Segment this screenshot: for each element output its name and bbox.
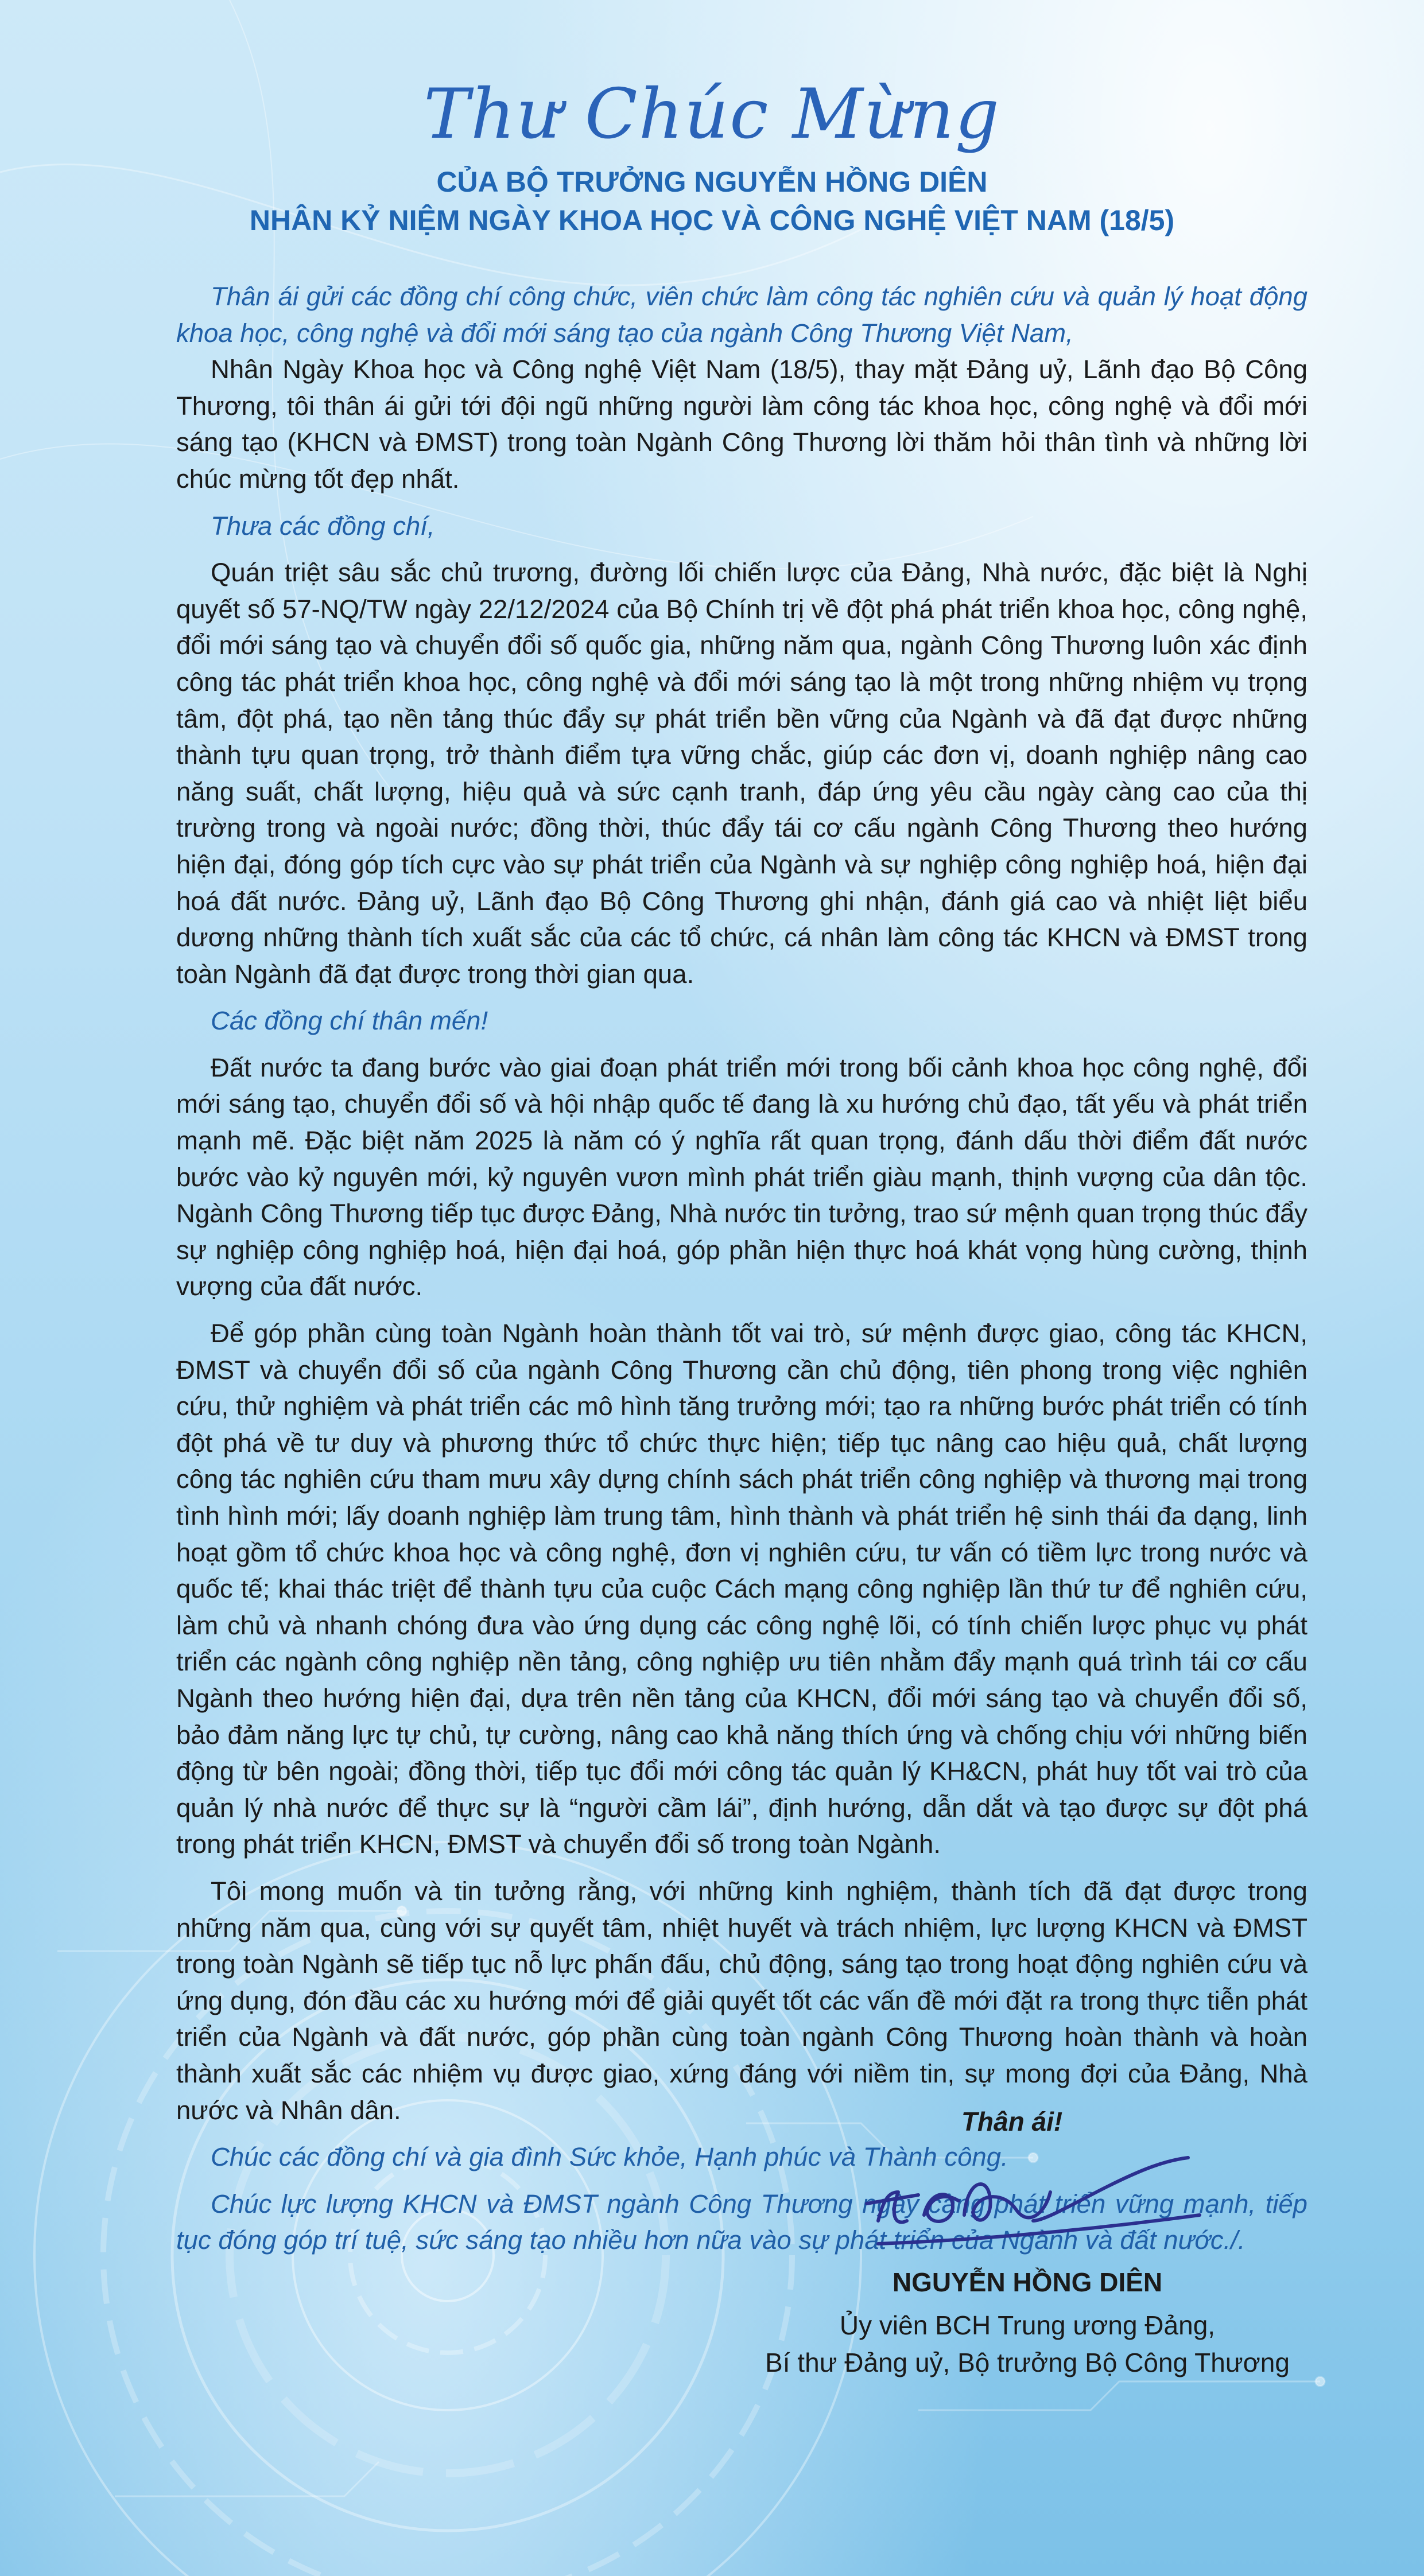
body-paragraph: Tôi mong muốn và tin tưởng rằng, với những kinh nghiệm, thành tích đã đạt được trong những năm qua, cùng với sự quyết tâm, nhiệt huyết và trách nhiệm, lực lượng KHCN và ĐMST trong toàn Ngành sẽ tiếp tục nỗ lực phấn đấu, chủ động, sáng tạo trong hoạt động nghiên cứu và ứng dụng, đón đầu các xu hướng mới để giải quyết tốt các vấn đề mới đặt ra trong thực tiễn phát triển của Ngành và đất nước, góp phần cùng toàn ngành Công Thương hoàn thành và hoàn thành xuất sắc các nhiệm vụ được giao, xứng đáng với niềm tin, sự mong đợi của Đảng, Nhà nước và Nhân dân. [176,1876,1307,2125]
salutation-paragraph: Thưa các đồng chí, [211,511,435,541]
signer-name: NGUYỄN HỒNG DIÊN [892,2267,1163,2297]
subtitle-occasion: NHÂN KỶ NIỆM NGÀY KHOA HỌC VÀ CÔNG NGHỆ VIỆT NAM (18/5) [249,204,1175,236]
closing-text: Thân ái! [961,2107,1063,2136]
wish-paragraph: Chúc lực lượng KHCN và ĐMST ngành Công Thương ngày càng phát triển vững mạnh, tiếp tục đóng góp trí tuệ, sức sáng tạo nhiều hơn nữa vào sự phát triển của Ngành và đất nước./. [176,2189,1307,2255]
body-paragraph: Đất nước ta đang bước vào giai đoạn phát triển mới trong bối cảnh khoa học công nghệ, đổi mới sáng tạo, chuyển đổi số và hội nhập quốc tế đang là xu hướng chủ đạo, tất yếu và phát triển mạnh mẽ. Đặc biệt năm 2025 là năm có ý nghĩa rất quan trọng, đánh dấu thời điểm đất nước bước vào kỷ nguyên mới, kỷ nguyên vươn mình phát triển giàu mạnh, thịnh vượng của dân tộc. Ngành Công Thương tiếp tục được Đảng, Nhà nước tin tưởng, trao sứ mệnh quan trọng thúc đẩy sự nghiệp công nghiệp hoá, hiện đại hoá, góp phần hiện thực hoá khát vọng hùng cường, thịnh vượng của đất nước. [176,1052,1307,1301]
body-paragraph: Quán triệt sâu sắc chủ trương, đường lối chiến lược của Đảng, Nhà nước, đặc biệt là Nghị quyết số 57-NQ/TW ngày 22/12/2024 của Bộ Chính trị về đột phá phát triển khoa học, công nghệ, đổi mới sáng tạo và chuyển đổi số quốc gia, những năm qua, ngành Công Thương luôn xác định công tác phát triển khoa học, công nghệ và đổi mới sáng tạo là một trong những nhiệm vụ trọng tâm, đột phá, tạo nền tảng thúc đẩy sự phát triển bền vững của Ngành và đã đạt được những thành tựu quan trọng, trở thành điểm tựa vững chắc, giúp các đơn vị, doanh nghiệp nâng cao năng suất, chất lượng, hiệu quả và sức cạnh tranh, đáp ứng yêu cầu ngày càng cao của thị trường trong và ngoài nước; đồng thời, thúc đẩy tái cơ cấu ngành Công Thương theo hướng hiện đại, đóng góp tích cực vào sự phát triển của Ngành và sự nghiệp công nghiệp hoá, hiện đại hoá đất nước. Đảng uỷ, Lãnh đạo Bộ Công Thương ghi nhận, đánh giá cao và nhiệt liệt biểu dương những thành tích xuất sắc của các tổ chức, cá nhân làm công tác KHCN và ĐMST trong toàn Ngành đã đạt được trong thời gian qua. [176,558,1307,989]
handwritten-signature [844,2135,1211,2261]
subtitle-minister: CỦA BỘ TRƯỞNG NGUYỄN HỒNG DIÊN [436,166,988,198]
letter-title: Thư Chúc Mừng [424,75,1000,154]
salutation-paragraph: Các đồng chí thân mến! [211,1006,488,1036]
wish-paragraph: Chúc các đồng chí và gia đình Sức khỏe, Hạnh phúc và Thành công. [211,2142,1008,2172]
signer-role-line-1: Ủy viên BCH Trung ương Đảng, [839,2310,1216,2340]
body-paragraph: Nhân Ngày Khoa học và Công nghệ Việt Nam (18/5), thay mặt Đảng uỷ, Lãnh đạo Bộ Công Thương, tôi thân ái gửi tới đội ngũ những người làm công tác khoa học, công nghệ và đổi mới sáng tạo (KHCN và ĐMST) trong toàn Ngành Công Thương lời thăm hỏi thân tình và những lời chúc mừng tốt đẹp nhất. [176,355,1307,494]
letter-body [176,278,1307,2259]
greeting-paragraph: Thân ái gửi các đồng chí công chức, viên chức làm công tác nghiên cứu và quản lý hoạt động khoa học, công nghệ và đổi mới sáng tạo của ngành Công Thương Việt Nam, [176,282,1307,348]
signer-role-line-2: Bí thư Đảng uỷ, Bộ trưởng Bộ Công Thương [765,2348,1290,2377]
body-paragraph: Để góp phần cùng toàn Ngành hoàn thành tốt vai trò, sứ mệnh được giao, công tác KHCN, ĐMST và chuyển đổi số của ngành Công Thương cần chủ động, tiên phong trong việc nghiên cứu, thử nghiệm và phát triển các mô hình tăng trưởng mới; tạo ra những bước phát triển có tính đột phá về tư duy và phương thức tổ chức thực hiện; tiếp tục nâng cao hiệu quả, chất lượng công tác nghiên cứu tham mưu xây dựng chính sách phát triển công nghiệp và thương mại trong tình hình mới; lấy doanh nghiệp làm trung tâm, hình thành và phát triển hệ sinh thái đa dạng, linh hoạt gồm tổ chức khoa học và công nghệ, đơn vị nghiên cứu, tư vấn có tiềm lực trong nước và quốc tế; khai thác triệt để thành tựu của cuộc Cách mạng công nghiệp lần thứ tư để nghiên cứu, làm chủ và nhanh chóng đưa vào ứng dụng các công nghệ lõi, có tính chiến lược phục vụ phát triển các ngành công nghiệp nền tảng, công nghiệp ưu tiên nhằm đẩy mạnh quá trình tái cơ cấu Ngành theo hướng hiện đại, dựa trên nền tảng của KHCN, đổi mới sáng tạo và chuyển đổi số, bảo đảm năng lực tự chủ, tự cường, nâng cao khả năng thích ứng và chống chịu với những biến động từ bên ngoài; đồng thời, tiếp tục đổi mới công tác quản lý KH&CN, phát huy tốt vai trò của quản lý nhà nước để thực sự là “người cầm lái”, định hướng, dẫn dắt và tạo được sự đột phá trong phát triển KHCN, ĐMST và chuyển đổi số trong toàn Ngành. [176,1319,1307,1859]
